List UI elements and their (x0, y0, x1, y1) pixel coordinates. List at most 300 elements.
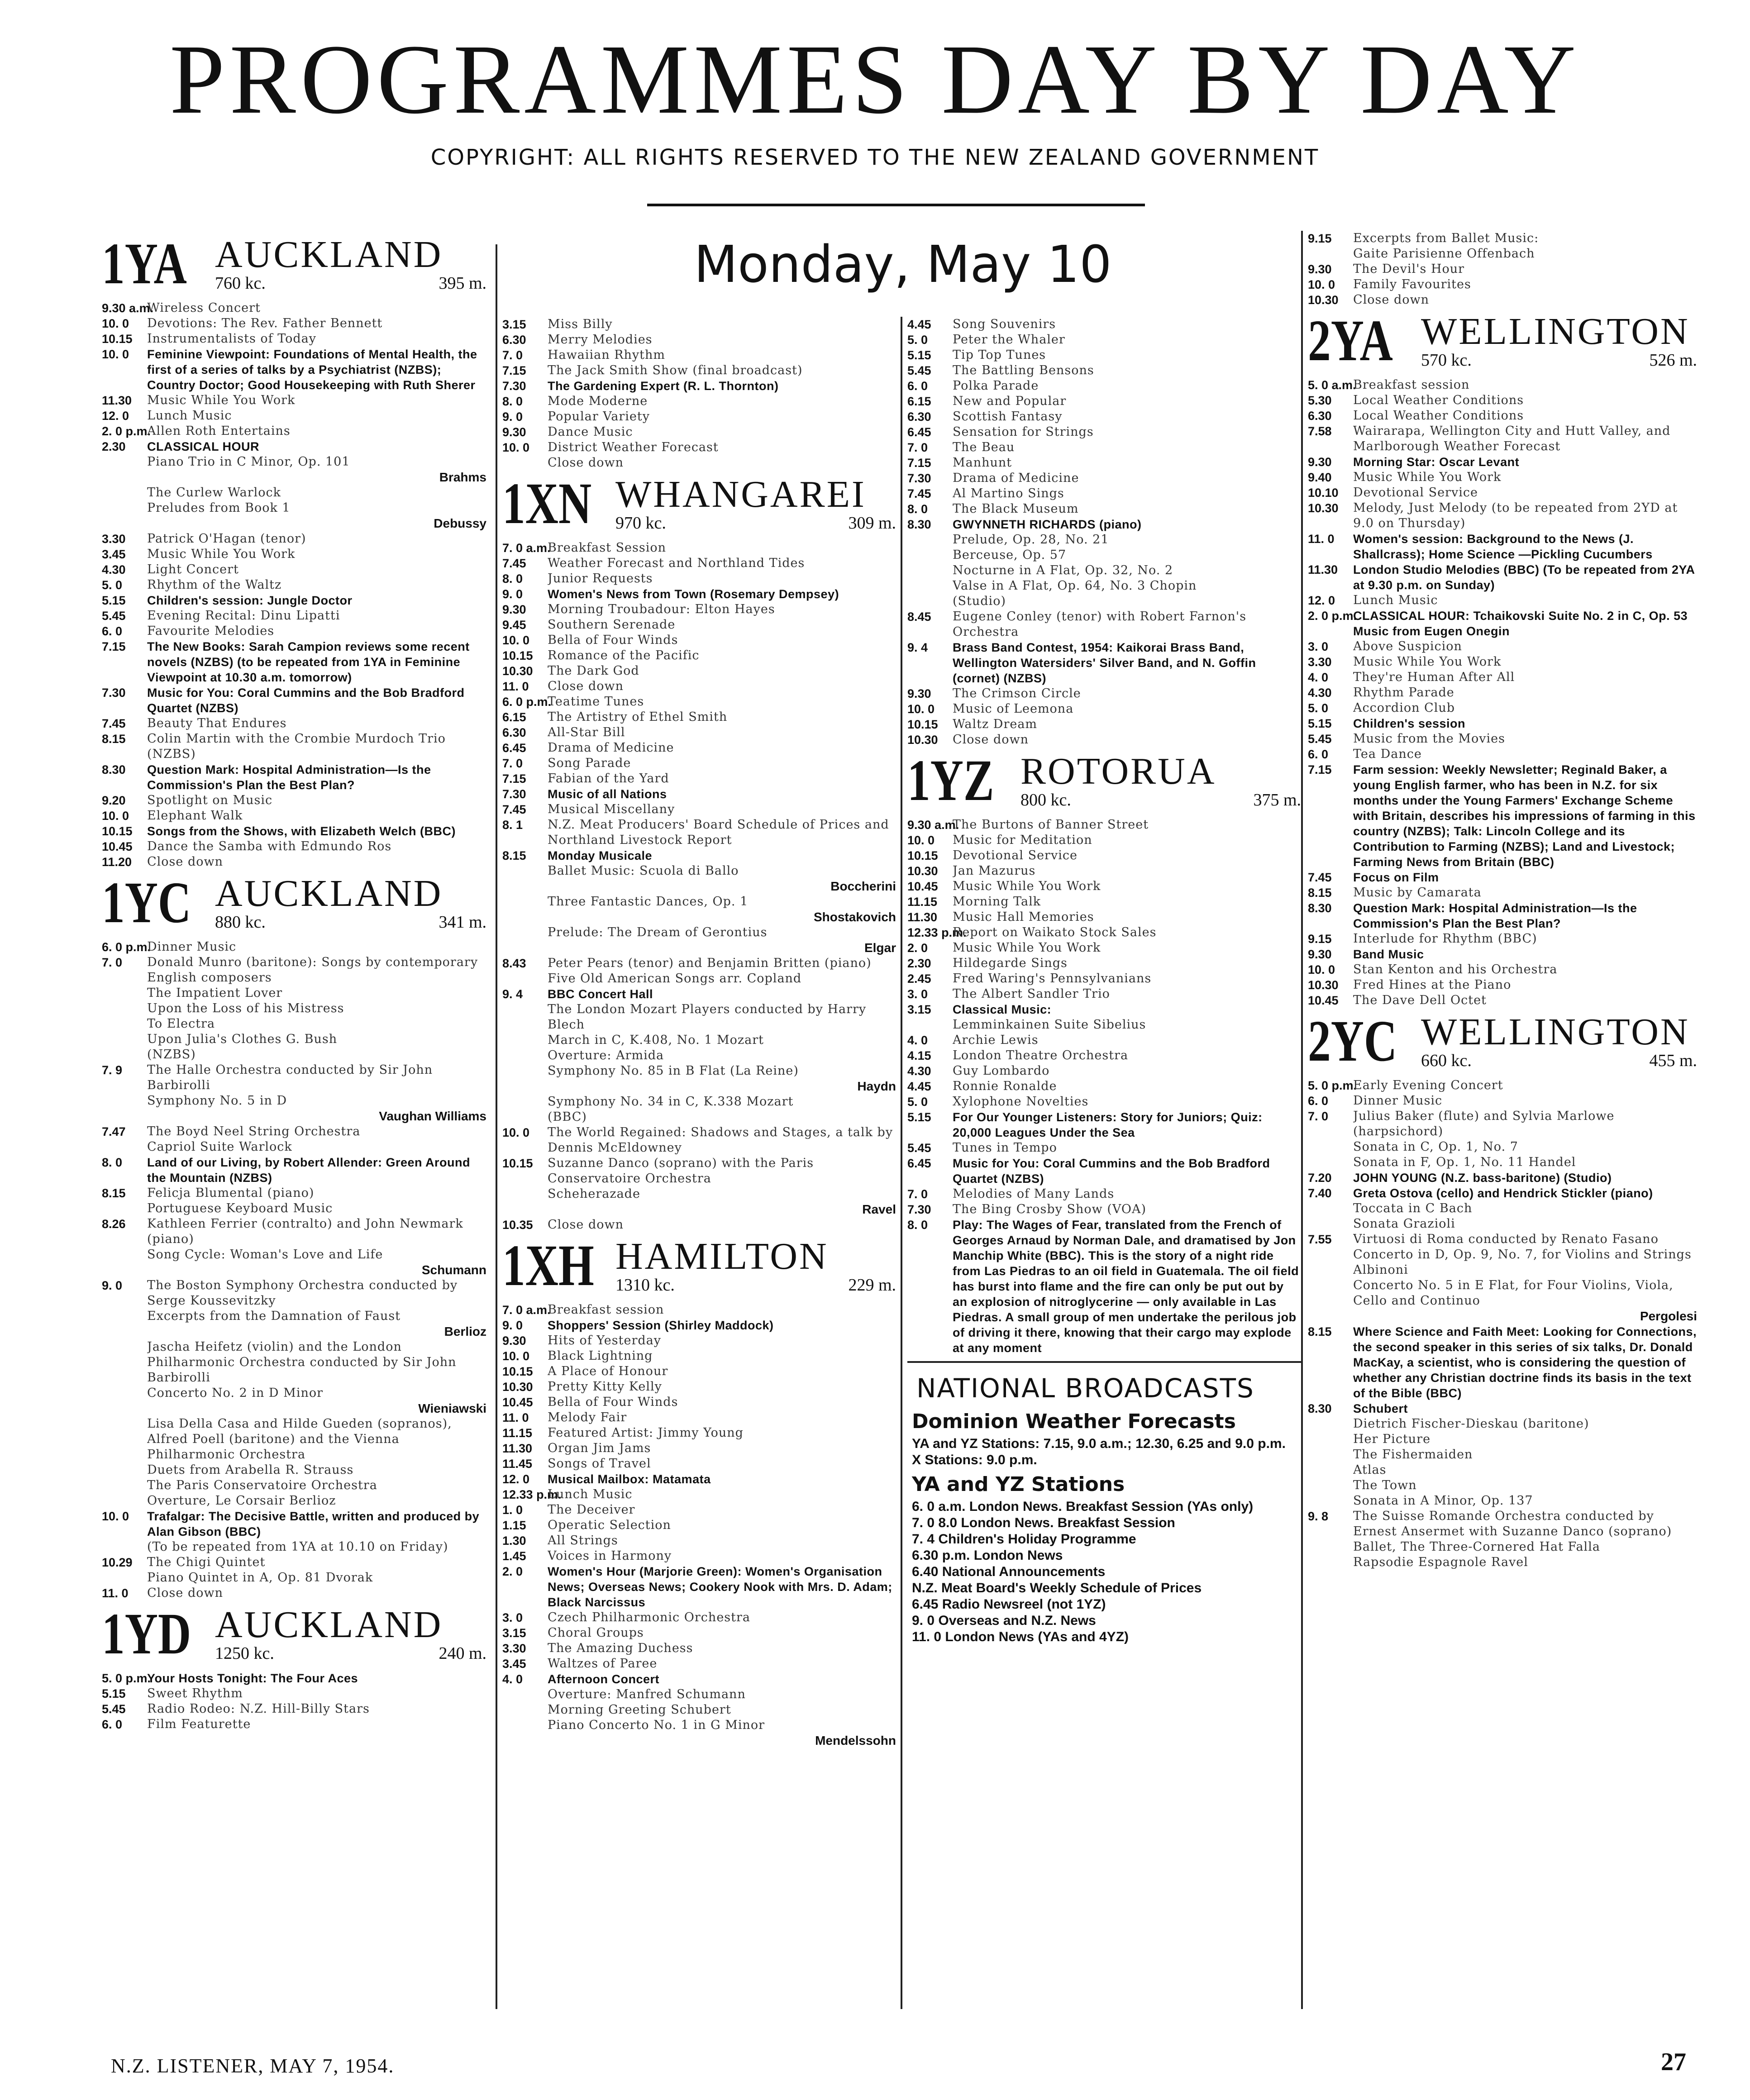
programme-item (102, 1586, 486, 1601)
station-wavelength: 240 m. (439, 1644, 486, 1663)
programme-item (907, 332, 1301, 348)
programme-time (102, 1201, 147, 1216)
programme-time: 10.30 (502, 1380, 533, 1394)
programme-item (502, 1456, 896, 1471)
programme-item (502, 1379, 896, 1395)
programme-item (502, 1110, 896, 1125)
programme-title: Sonata in A Minor, Op. 137 (1353, 1494, 1533, 1508)
programme-title: Women's Hour (Marjorie Green): Women's Organisation News; Overseas News; Cookery Nook with Mrs. D. Adam; Black Narcissus (548, 1565, 892, 1609)
programme-title: Music While You Work (147, 547, 296, 561)
programme-item (907, 986, 1301, 1002)
programme-item (502, 1687, 896, 1702)
programme-time: 9.30 a.m. (102, 301, 154, 315)
programme-time: 7.15 (1308, 763, 1332, 776)
programme-title: Devotional Service (953, 848, 1078, 862)
programme-time: 4.45 (907, 318, 931, 331)
programme-time: 7.30 (502, 379, 526, 393)
programme-title: Dance Music (548, 425, 633, 439)
programme-title: Band Music (1353, 948, 1424, 961)
programme-item (502, 571, 896, 586)
programme-title: Morning Talk (953, 895, 1041, 909)
programme-item (1308, 485, 1697, 500)
programme-item (502, 1610, 896, 1625)
programme-time: 12. 0 (502, 1472, 530, 1486)
programme-item (1308, 1078, 1697, 1093)
programme-time: 9.30 (1308, 262, 1332, 276)
programme-time: 8.45 (907, 610, 931, 624)
programme-title: Organ Jim Jams (548, 1441, 651, 1455)
programme-time: 2. 0 (502, 1565, 523, 1578)
programme-item (102, 624, 486, 639)
programme-item (1308, 470, 1697, 485)
programme-title: The Jack Smith Show (final broadcast) (548, 363, 803, 377)
column-4 (1308, 231, 1697, 1570)
programme-title: Spotlight on Music (147, 793, 273, 807)
programme-title: Archie Lewis (953, 1033, 1039, 1047)
programme-item (102, 808, 486, 824)
programme-item (1308, 747, 1697, 762)
programme-item (502, 1641, 896, 1656)
programme-title: The Crimson Circle (953, 686, 1081, 700)
programme-title: Patrick O'Hagan (tenor) (147, 532, 306, 546)
programme-title: Preludes from Book 1 (147, 501, 291, 515)
programme-time: 8.15 (102, 1186, 126, 1200)
programme-item (502, 317, 896, 332)
programme-time: 5. 0 p.m. (1308, 1079, 1357, 1092)
programme-item (1308, 562, 1697, 593)
programme-item (1308, 262, 1697, 277)
programme-time: 8.43 (502, 957, 526, 970)
programme-title: The World Regained: Shadows and Stages, a talk by Dennis McEldowney (548, 1125, 893, 1155)
programme-item (102, 593, 486, 608)
programme-title: Women's News from Town (Rosemary Dempsey) (548, 587, 839, 601)
programme-title: They're Human After All (1353, 670, 1515, 684)
programme-time: 8.26 (102, 1217, 126, 1231)
programme-item (1308, 1401, 1697, 1416)
programme-title: Greta Ostova (cello) and Hendrick Stickler (piano) (1353, 1186, 1653, 1200)
programme-item (907, 424, 1301, 440)
programme-item (102, 500, 486, 516)
programme-time: 6.30 (1308, 409, 1332, 423)
programme-title: Lunch Music (548, 1487, 633, 1501)
programme-time (502, 1718, 548, 1733)
programme-item (102, 1493, 486, 1509)
programme-item (102, 1216, 486, 1247)
programme-title: Excerpts from Ballet Music: (1353, 231, 1539, 245)
programme-item (502, 1094, 896, 1110)
composer-credit: Ravel (862, 1202, 896, 1216)
programme-title: Devotional Service (1353, 486, 1478, 500)
programme-title: The Suisse Romande Orchestra conducted by Ernest Ansermet with Suzanne Danco (soprano) (1353, 1509, 1672, 1538)
programme-item (1308, 500, 1697, 531)
programme-title: Colin Martin with the Crombie Murdoch Trio (NZBS) (147, 732, 446, 761)
programme-item (1308, 593, 1697, 608)
programme-title: Land of our Living, by Robert Allender: Green Around the Mountain (NZBS) (147, 1156, 471, 1185)
programme-title: Dinner Music (1353, 1094, 1443, 1108)
programme-title: Song Parade (548, 756, 631, 770)
programme-title: Schubert (1353, 1402, 1408, 1415)
programme-time (502, 1110, 548, 1125)
station-callsign: 1YC (102, 870, 191, 935)
programme-time: 11.30 (1308, 563, 1338, 576)
programme-title: Felicja Blumental (piano) (147, 1186, 315, 1200)
programme-time (1308, 1139, 1353, 1155)
programme-time: 5. 0 (1308, 701, 1329, 715)
programme-title: Concerto No. 2 in D Minor (147, 1386, 323, 1400)
programme-item (102, 1671, 486, 1686)
programme-time: 8. 1 (502, 818, 523, 832)
programme-time (102, 1539, 147, 1555)
programme-title: Portuguese Keyboard Music (147, 1201, 333, 1215)
programme-time: 12.33 p.m. (907, 926, 967, 939)
programme-title: Film Featurette (147, 1717, 251, 1731)
programme-title: Songs from the Shows, with Elizabeth Welch (BBC) (147, 824, 456, 838)
programme-time: 10. 0 (502, 1349, 530, 1363)
programme-item (502, 1002, 896, 1033)
station-header (502, 471, 896, 538)
programme-item (907, 879, 1301, 894)
programme-time: 4.30 (907, 1064, 931, 1078)
programme-time (907, 1017, 953, 1033)
programme-item (1308, 762, 1697, 870)
programme-title: Excerpts from the Damnation of Faust (147, 1309, 401, 1323)
programme-title: Fred Waring's Pennsylvanians (953, 971, 1152, 986)
programme-title: Xylophone Novelties (953, 1095, 1089, 1109)
programme-item (502, 894, 896, 910)
programme-item (102, 454, 486, 470)
programme-title: Valse in A Flat, Op. 64, No. 3 Chopin (953, 579, 1197, 593)
programme-time: 1.45 (502, 1549, 526, 1563)
programme-time: 6. 0 (1308, 748, 1329, 761)
programme-item (102, 1478, 486, 1493)
programme-title: Miss Billy (548, 317, 613, 331)
station-city: AUCKLAND (215, 233, 443, 276)
programme-time (102, 500, 147, 516)
programme-title: Her Picture (1353, 1432, 1431, 1446)
programme-time: 11.30 (907, 910, 938, 924)
programme-time: 2.30 (907, 957, 931, 970)
programme-title: Close down (953, 733, 1029, 747)
programme-time: 9. 0 (102, 1279, 123, 1292)
programme-time: 9.30 (502, 1334, 526, 1348)
programme-time: 5.15 (907, 1110, 931, 1124)
programme-time: 8. 0 (907, 502, 928, 516)
programme-item (907, 1017, 1301, 1033)
programme-item (102, 1093, 486, 1109)
programme-title: Hawaiian Rhythm (548, 348, 666, 362)
programme-item (502, 1718, 896, 1733)
station-header (1308, 1009, 1697, 1075)
programme-time: 6.30 (502, 726, 526, 739)
programme-item (907, 1033, 1301, 1048)
programme-item (907, 378, 1301, 394)
programme-time: 6.15 (907, 395, 931, 408)
programme-item (1308, 931, 1697, 947)
programme-title: Lemminkainen Suite Sibelius (953, 1018, 1146, 1032)
programme-time (1308, 246, 1353, 262)
programme-title: The Beau (953, 440, 1015, 454)
programme-item (502, 1441, 896, 1456)
programme-time: 9. 8 (1308, 1510, 1329, 1523)
programme-time: 2.30 (102, 440, 126, 453)
programme-item (1308, 1539, 1697, 1555)
programme-time: 3.45 (502, 1657, 526, 1671)
programme-title: Fabian of the Yard (548, 771, 669, 786)
programme-time: 11.20 (102, 855, 132, 869)
programme-title: Music from the Movies (1353, 732, 1505, 746)
composer-credit: Mendelssohn (815, 1733, 896, 1748)
programme-title: Ballet, The Three-Cornered Hat Falla (1353, 1540, 1600, 1554)
programme-title: Gaite Parisienne Offenbach (1353, 247, 1535, 261)
programme-item (907, 1002, 1301, 1017)
programme-time: 10.30 (1308, 978, 1339, 992)
programme-title: Music for You: Coral Cummins and the Bob Bradford Quartet (NZBS) (953, 1157, 1270, 1186)
programme-item (907, 578, 1301, 594)
station-city: AUCKLAND (215, 1604, 443, 1646)
programme-title: Above Suspicion (1353, 639, 1462, 653)
national-broadcasts-title: NATIONAL BROADCASTS (916, 1373, 1254, 1404)
programme-title: Morning Greeting Schubert (548, 1703, 731, 1717)
programme-time: 10. 0 (1308, 278, 1335, 291)
programme-title: Close down (1353, 293, 1430, 307)
programme-item (102, 1309, 486, 1324)
programme-time: 10.35 (502, 1218, 533, 1232)
programme-time: 6.45 (907, 425, 931, 439)
programme-item (502, 363, 896, 378)
programme-time: 8. 0 (502, 572, 523, 586)
programme-title: Five Old American Songs arr. Copland (548, 971, 802, 986)
programme-title: Dinner Music (147, 940, 237, 954)
programme-title: GWYNNETH RICHARDS (piano) (953, 518, 1142, 531)
programme-time: 9. 4 (502, 987, 523, 1001)
programme-time: 7.45 (907, 487, 931, 500)
programme-item (102, 1139, 486, 1155)
programme-title: Romance of the Pacific (548, 648, 700, 662)
programme-time: 9.20 (102, 794, 126, 807)
programme-time: 10. 0 (102, 809, 129, 823)
programme-item (907, 833, 1301, 848)
programme-time (502, 971, 548, 986)
programme-time: 9. 0 (502, 410, 523, 424)
programme-time: 10. 0 (502, 1126, 530, 1139)
programme-item (102, 1539, 486, 1555)
programme-time: 10.15 (907, 849, 938, 862)
programme-title: Capriol Suite Warlock (147, 1140, 292, 1154)
programme-item (502, 424, 896, 440)
programme-time: 3. 0 (907, 987, 928, 1001)
programme-time (1308, 1201, 1353, 1216)
programme-title: Drama of Medicine (548, 741, 674, 755)
programme-title: Teatime Tunes (548, 695, 644, 709)
weather-forecast-line: YA and YZ Stations: 7.15, 9.0 a.m.; 12.30, 6.25 and 9.0 p.m. (912, 1436, 1286, 1451)
programme-time: 6. 0 (102, 624, 123, 638)
programme-item (907, 1202, 1301, 1217)
programme-time: 5.45 (907, 1141, 931, 1155)
programme-item (102, 1686, 486, 1701)
composer-credit: Haydn (857, 1079, 896, 1093)
page-title: PROGRAMMES DAY BY DAY (169, 24, 1581, 134)
composer-credit: Schumann (421, 1263, 486, 1277)
programme-title: Music by Camarata (1353, 886, 1482, 900)
programme-time (1308, 1447, 1353, 1462)
page-number: 27 (1661, 2048, 1686, 2076)
programme-time: 9.30 (907, 687, 931, 700)
programme-time: 8.30 (1308, 1402, 1332, 1415)
day-title: Monday, May 10 (694, 235, 1112, 294)
programme-time: 7. 0 (907, 441, 928, 454)
programme-time (102, 1462, 147, 1478)
programme-item (1308, 700, 1697, 716)
programme-time: 5.15 (102, 594, 126, 607)
ya-yz-stations-title: YA and YZ Stations (912, 1473, 1125, 1496)
programme-title: Trafalgar: The Decisive Battle, written and produced by Alan Gibson (BBC) (147, 1510, 480, 1538)
programme-time: 11.15 (907, 895, 938, 909)
programme-item (1308, 1186, 1697, 1201)
programme-time: 7.15 (502, 772, 526, 786)
programme-title: Berceuse, Op. 57 (953, 548, 1067, 562)
programme-item (1308, 393, 1697, 408)
programme-item (907, 701, 1301, 717)
programme-time (102, 1570, 147, 1586)
programme-item (1308, 977, 1697, 993)
programme-title: Toccata in C Bach (1353, 1201, 1473, 1215)
programme-item (907, 394, 1301, 409)
station-callsign: 1YD (102, 1601, 191, 1667)
programme-time: 3.15 (907, 1003, 931, 1016)
programme-time: 10.15 (907, 718, 938, 731)
programme-title: Allen Roth Entertains (147, 424, 291, 438)
programme-time (502, 1033, 548, 1048)
programme-title: Music Hall Memories (953, 910, 1094, 924)
programme-time: 10.15 (502, 1157, 533, 1170)
programme-time: 7. 0 a.m. (502, 541, 551, 555)
programme-title: The London Mozart Players conducted by Harry Blech (548, 1002, 867, 1032)
programme-item (502, 1333, 896, 1348)
programme-item (907, 1079, 1301, 1094)
programme-item (907, 732, 1301, 748)
programme-time: 1.15 (502, 1519, 526, 1532)
station-city: WELLINGTON (1421, 310, 1690, 352)
programme-title: Music While You Work (953, 879, 1101, 893)
national-item: 6. 0 a.m. London News. Breakfast Session (YAs only) (912, 1499, 1254, 1514)
programme-time: 7.20 (1308, 1171, 1332, 1185)
programme-title: Bella of Four Winds (548, 1395, 678, 1409)
programme-time (1308, 1432, 1353, 1447)
programme-time: 7.30 (102, 686, 126, 700)
programme-title: Music of Leemona (953, 702, 1074, 716)
programme-item (502, 802, 896, 817)
programme-time: 9.15 (1308, 232, 1332, 245)
programme-item (502, 633, 896, 648)
programme-item (1308, 1109, 1697, 1139)
programme-title: Ballet Music: Scuola di Ballo (548, 864, 739, 878)
station-callsign: 1XH (502, 1233, 594, 1298)
station-city: WELLINGTON (1421, 1011, 1690, 1053)
programme-title: Voices in Harmony (548, 1549, 672, 1563)
programme-time: 5.45 (1308, 732, 1332, 746)
programme-title: Brass Band Contest, 1954: Kaikorai Brass Band, Wellington Watersiders' Silver Band, and N. Goffin (cornet) (NZBS) (953, 641, 1256, 685)
programme-time (1308, 1155, 1353, 1170)
programme-title: All Strings (548, 1533, 618, 1548)
programme-item (1308, 377, 1697, 393)
programme-item (502, 348, 896, 363)
programme-item (1308, 1447, 1697, 1462)
programme-time: 8. 0 (907, 1218, 928, 1232)
programme-time: 8.15 (502, 849, 526, 862)
national-item: 6.40 National Announcements (912, 1564, 1106, 1579)
programme-time: 12. 0 (1308, 594, 1335, 607)
programme-title: Overture: Manfred Schumann (548, 1687, 746, 1701)
programme-item (907, 1063, 1301, 1079)
programme-item (1308, 1555, 1697, 1570)
programme-item (1308, 1170, 1697, 1186)
station-frequency: 880 kc. (215, 913, 266, 932)
programme-time (102, 1478, 147, 1493)
programme-title: Overture: Armida (548, 1048, 664, 1062)
programme-time: 9. 4 (907, 641, 928, 654)
programme-time: 10.15 (502, 1365, 533, 1378)
programme-item (502, 1564, 896, 1610)
national-item: 7. 4 Children's Holiday Programme (912, 1532, 1136, 1547)
programme-item (102, 562, 486, 577)
programme-title: Breakfast session (1353, 378, 1470, 392)
programme-time: 10. 0 (907, 833, 935, 847)
programme-title: Tunes in Tempo (953, 1141, 1057, 1155)
programme-item (102, 331, 486, 347)
programme-item (102, 1186, 486, 1201)
programme-item (502, 986, 896, 1002)
programme-time (1308, 1416, 1353, 1432)
programme-time: 6.45 (502, 741, 526, 755)
programme-item (907, 910, 1301, 925)
programme-title: Lunch Music (147, 409, 232, 423)
programme-title: Prelude: The Dream of Gerontius (548, 925, 768, 939)
programme-title: Tip Top Tunes (953, 348, 1046, 362)
programme-time: 1.30 (502, 1534, 526, 1548)
programme-time: 5. 0 a.m. (1308, 378, 1356, 392)
station-frequency: 1250 kc. (215, 1644, 274, 1663)
programme-item (502, 440, 896, 455)
programme-time (102, 1416, 147, 1462)
programme-title: Piano Concerto No. 1 in G Minor (548, 1718, 765, 1732)
programme-item (907, 532, 1301, 548)
programme-time (102, 1493, 147, 1509)
programme-time: 10. 0 (502, 633, 530, 647)
programme-time (502, 1702, 548, 1718)
programme-time: 6.15 (502, 710, 526, 724)
programme-item (502, 602, 896, 617)
programme-item (502, 1348, 896, 1364)
programme-title: Eugene Conley (tenor) with Robert Farnon's Orchestra (953, 610, 1247, 639)
programme-title: Bella of Four Winds (548, 633, 678, 647)
programme-item (1308, 947, 1697, 962)
programme-title: Close down (548, 1218, 624, 1232)
programme-time (102, 1386, 147, 1401)
programme-time (502, 455, 548, 471)
programme-time (502, 1063, 548, 1079)
programme-item (1308, 1216, 1697, 1232)
programme-title: Symphony No. 34 in C, K.338 Mozart (548, 1095, 794, 1109)
footer-publication: N.Z. LISTENER, MAY 7, 1954. (111, 2055, 395, 2077)
programme-title: The Black Museum (953, 502, 1079, 516)
programme-title: Devotions: The Rev. Father Bennett (147, 316, 383, 330)
programme-title: Music for You: Coral Cummins and the Bob Bradford Quartet (NZBS) (147, 686, 465, 715)
programme-title: Play: The Wages of Fear, translated from the French of Georges Arnaud by Norman Dale, and dramatised by Jon Manchip White (BBC). This is the story of a night ride from Las Piedras to an oil field in Guatemala. The oil field has burst into flame and the fire can only be put out by an explosion of nitroglycerine — only available in Las Piedras. A small group of men undertake the perilous job of driving it there, knowing that their cargo may explode at any moment (953, 1218, 1299, 1355)
programme-item (502, 710, 896, 725)
station-callsign: 1XN (502, 471, 592, 536)
programme-item (502, 971, 896, 986)
programme-item (102, 1386, 486, 1401)
